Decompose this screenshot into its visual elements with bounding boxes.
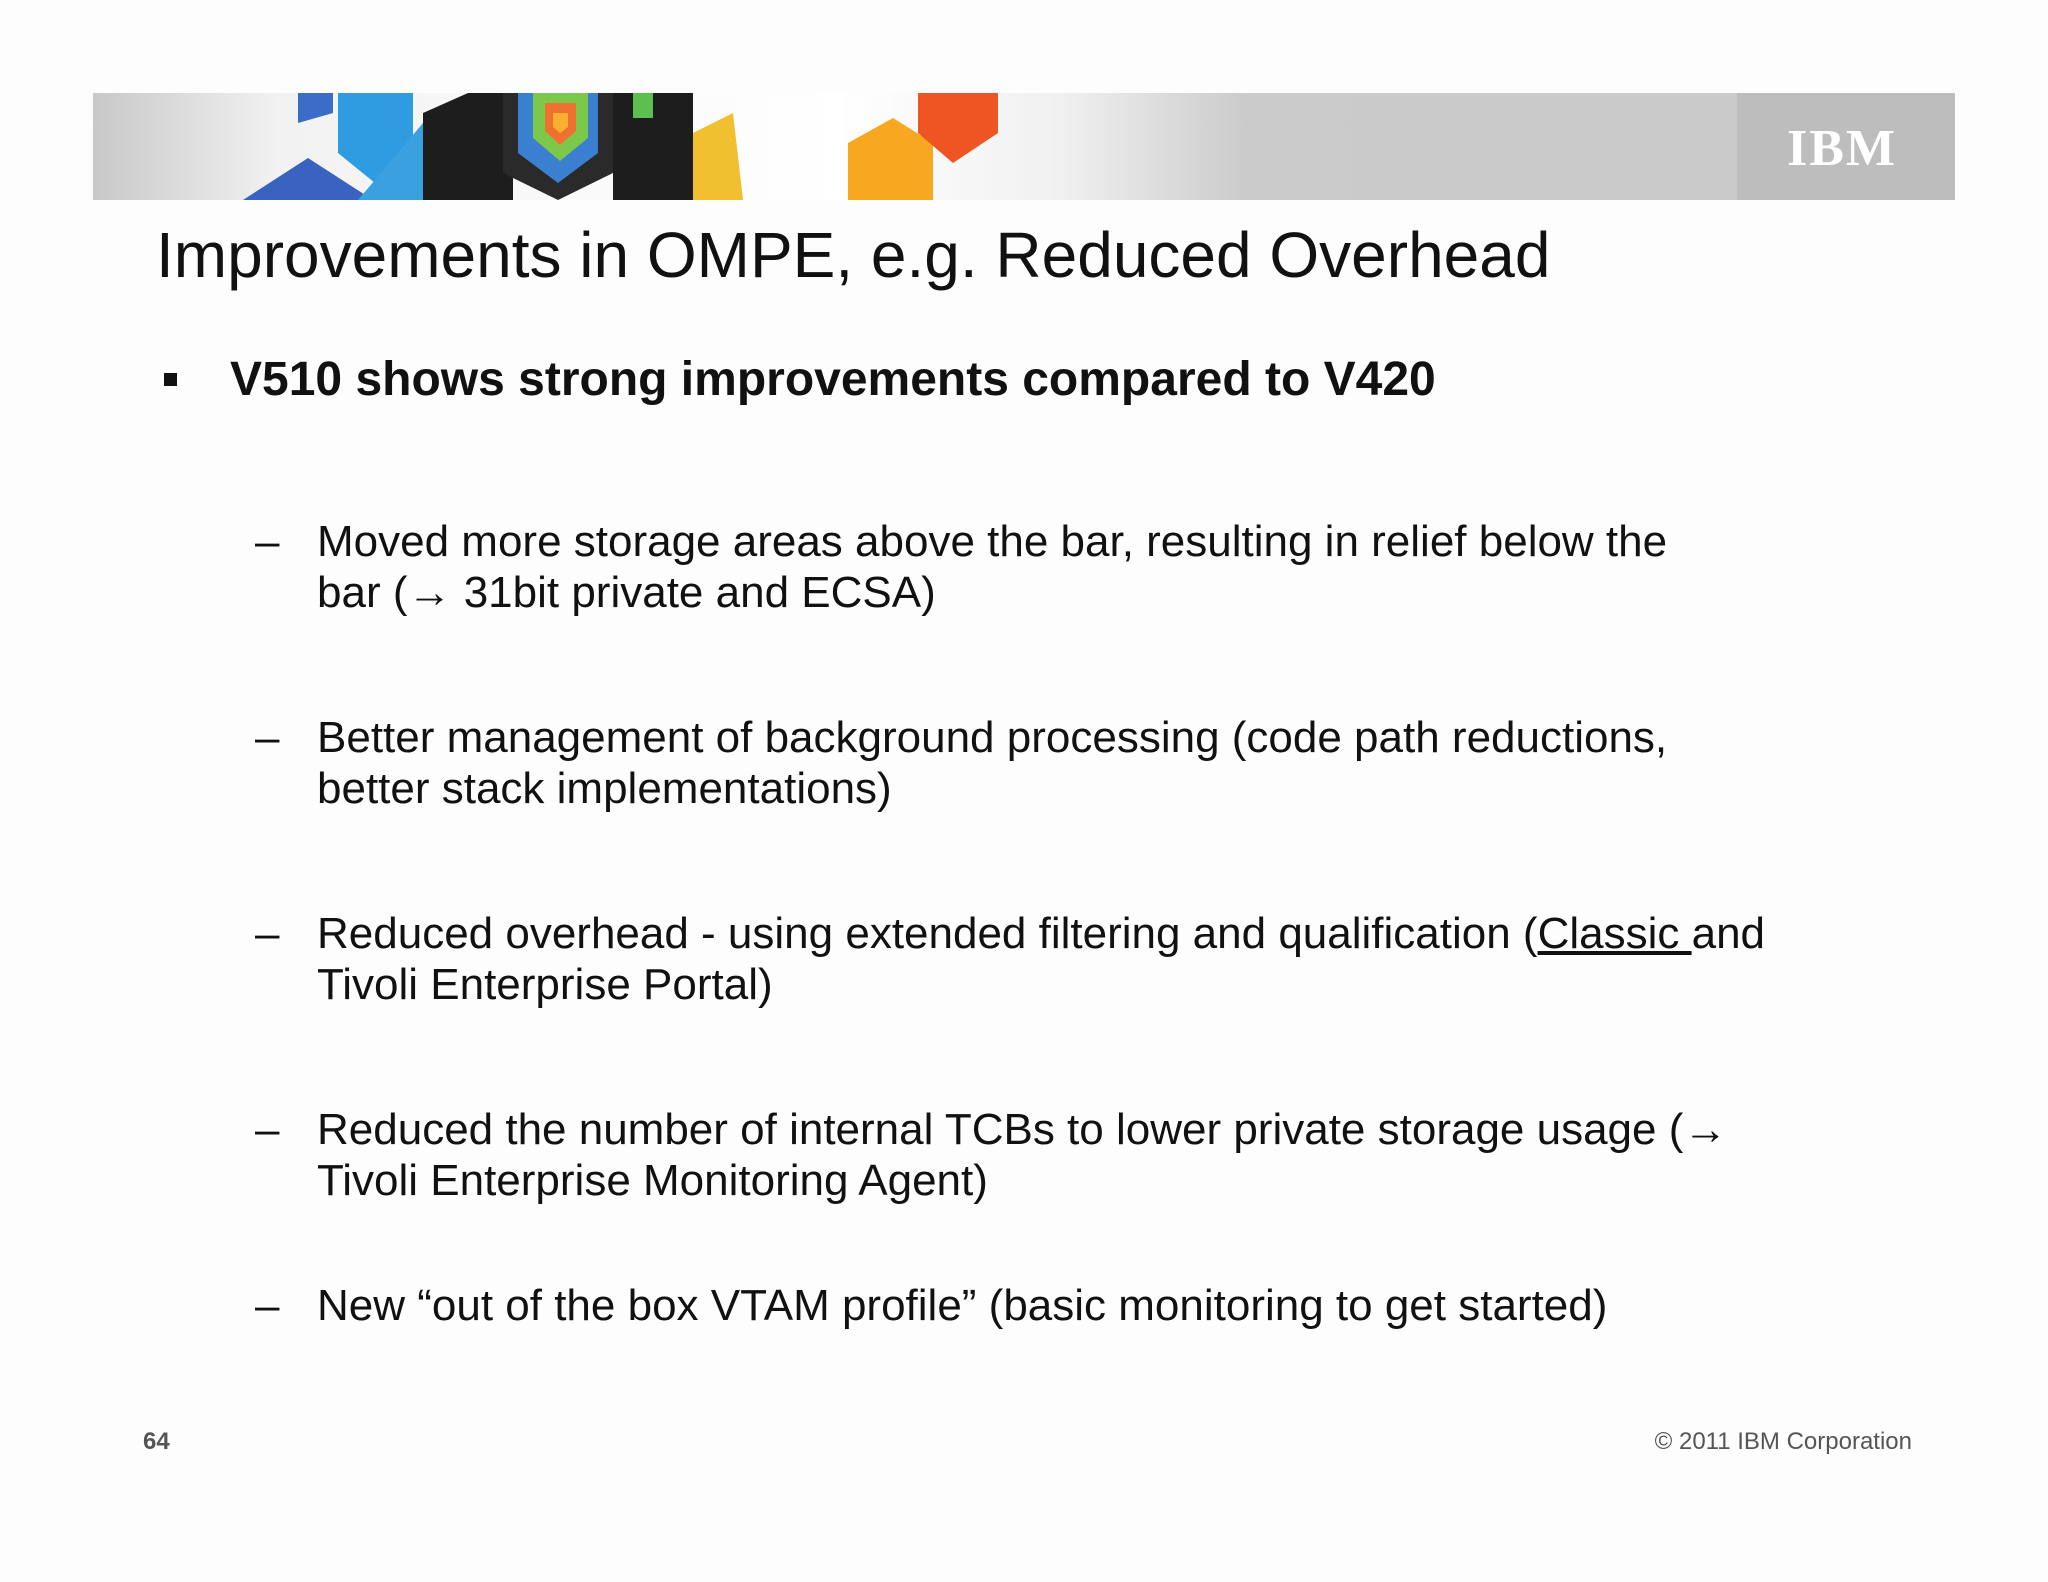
item-text: Reduced overhead - using extended filtering and qualification ( xyxy=(317,909,1538,958)
item-line: Better management of background processing (code path reductions, xyxy=(317,713,1668,762)
ibm-logo-box xyxy=(1737,93,1955,200)
item-line: New “out of the box VTAM profile” (basic monitoring to get started) xyxy=(317,1281,1608,1330)
item-line: Tivoli Enterprise Monitoring Agent) xyxy=(317,1156,988,1205)
item-line: better stack implementations) xyxy=(317,764,892,813)
item-line: Moved more storage areas above the bar, resulting in relief below the xyxy=(317,517,1668,566)
list-item xyxy=(317,908,1877,1010)
item-line: bar (→ 31bit private and ECSA) xyxy=(317,568,936,617)
main-bullet: V510 shows strong improvements compared to V420 xyxy=(230,353,1436,406)
list-item xyxy=(317,712,1877,814)
list-item xyxy=(317,1280,1877,1331)
copyright: © 2011 IBM Corporation xyxy=(1654,1428,1912,1455)
slide-title: Improvements in OMPE, e.g. Reduced Overhead xyxy=(156,219,1551,291)
dash-bullet: – xyxy=(255,1105,280,1154)
underlined-text: Classic xyxy=(1537,909,1692,958)
item-line xyxy=(317,908,1877,959)
item-line: Tivoli Enterprise Portal) xyxy=(317,960,773,1009)
banner-graphic xyxy=(93,93,1193,200)
item-text: and xyxy=(1691,909,1766,958)
dash-bullet: – xyxy=(255,909,280,958)
ibm-logo: IBM xyxy=(1787,120,1897,177)
dash-bullet: – xyxy=(255,713,280,762)
page-number: 64 xyxy=(143,1428,170,1455)
list-item xyxy=(317,516,1877,618)
dash-bullet: – xyxy=(255,1281,280,1330)
header-banner xyxy=(93,93,1955,200)
item-line: Reduced the number of internal TCBs to lower private storage usage (→ xyxy=(317,1105,1728,1154)
dash-bullet: – xyxy=(255,517,280,566)
list-item xyxy=(317,1104,1877,1206)
bullet-square-icon xyxy=(164,373,177,386)
